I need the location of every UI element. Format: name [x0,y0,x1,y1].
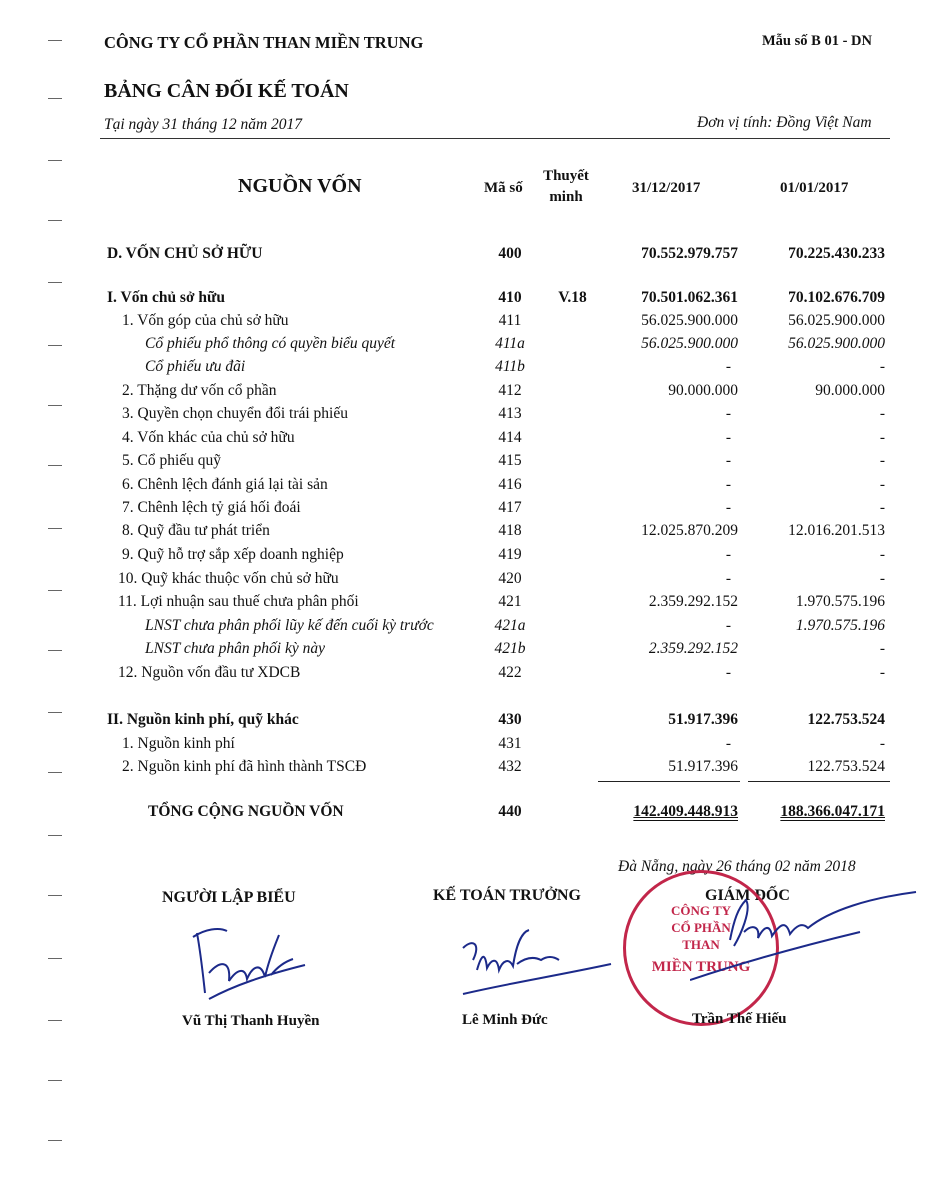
currency-unit: Đơn vị tính: Đồng Việt Nam [697,114,872,131]
row-current: 56.025.900.000 [641,335,738,352]
stamp-line3: THAN [682,937,720,952]
row-prior: - [879,429,885,446]
director-title: GIÁM ĐỐC [705,887,790,904]
table-row [0,429,927,451]
table-row [0,499,927,521]
row-code: 417 [498,499,522,516]
row-code: 421 [498,593,522,610]
table-row [0,735,927,757]
table-row-total [0,803,927,825]
row-prior: - [879,546,885,563]
table-row [0,358,927,380]
subtotal-rule-prior [748,781,890,782]
row-current: 70.552.979.757 [641,245,738,262]
row-current: - [725,617,731,634]
row-prior: 1.970.575.196 [795,617,885,634]
column-note-line2: minh [549,189,583,205]
row-current: - [725,499,731,516]
row-code: 430 [498,711,522,728]
preparer-title: NGƯỜI LẬP BIỂU [162,889,296,906]
column-note-line1: Thuyết [543,168,589,184]
row-label: LNST chưa phân phối lũy kế đến cuối kỳ trước [145,617,434,634]
row-label: Cổ phiếu ưu đãi [145,358,246,375]
row-current: 51.917.396 [668,711,738,728]
row-label: 8. Quỹ đầu tư phát triển [122,522,270,539]
row-code: 422 [498,664,522,681]
row-prior: - [879,499,885,516]
row-code: 432 [498,758,522,775]
stamp-line1: CÔNG TY [670,903,732,918]
row-label: D. VỐN CHỦ SỞ HỮU [107,245,263,262]
row-label: 3. Quyền chọn chuyển đổi trái phiếu [122,405,348,422]
column-prior-period: 01/01/2017 [780,180,849,196]
table-row [0,711,927,733]
row-current: 2.359.292.152 [648,640,738,657]
row-current: - [725,358,731,375]
row-label: 12. Nguồn vốn đầu tư XDCB [118,664,301,681]
row-prior: 12.016.201.513 [788,522,885,539]
row-code: 412 [498,382,522,399]
row-prior: 70.225.430.233 [788,245,885,262]
table-row [0,312,927,334]
row-prior: 56.025.900.000 [788,312,885,329]
row-prior: 1.970.575.196 [795,593,885,610]
row-current: - [725,664,731,681]
row-prior: - [879,405,885,422]
row-code: 413 [498,405,522,422]
row-label: 7. Chênh lệch tỷ giá hối đoái [122,499,301,516]
preparer-name: Vũ Thị Thanh Huyền [182,1013,320,1029]
row-current: 56.025.900.000 [641,312,738,329]
row-prior: - [879,570,885,587]
row-prior: - [879,735,885,752]
table-row [0,289,927,311]
row-label: 10. Quỹ khác thuộc vốn chủ sở hữu [118,570,339,587]
table-row [0,546,927,568]
row-current: - [725,429,731,446]
row-code: 410 [498,289,522,306]
table-row [0,640,927,662]
column-code: Mã số [484,180,523,196]
row-code: 400 [498,245,522,262]
row-label: 9. Quỹ hỗ trợ sắp xếp doanh nghiệp [122,546,344,563]
table-row [0,382,927,404]
row-prior: - [879,476,885,493]
chief-accountant-name: Lê Minh Đức [462,1012,548,1028]
row-code: 414 [498,429,522,446]
table-row [0,617,927,639]
header-divider [100,138,890,139]
row-prior: - [879,664,885,681]
table-row [0,664,927,686]
row-label: 5. Cổ phiếu quỹ [122,452,222,469]
row-current: - [725,735,731,752]
row-code: 418 [498,522,522,539]
table-row [0,522,927,544]
row-current: 12.025.870.209 [641,522,738,539]
stamp-line4: MIỀN TRUNG [651,959,751,975]
row-prior: 70.102.676.709 [788,289,885,306]
row-prior: - [879,640,885,657]
row-label: 6. Chênh lệch đánh giá lại tài sản [122,476,328,493]
company-name: CÔNG TY CỔ PHẦN THAN MIỀN TRUNG [104,33,424,52]
subtotal-rule-current [598,781,740,782]
row-prior: 188.366.047.171 [780,803,885,820]
row-code: 421b [494,640,526,657]
row-current: 70.501.062.361 [641,289,738,306]
row-label: 1. Nguồn kinh phí [122,735,235,752]
row-label: II. Nguồn kinh phí, quỹ khác [107,711,299,728]
table-row [0,570,927,592]
row-code: 415 [498,452,522,469]
row-current: 51.917.396 [668,758,738,775]
row-code: 421a [494,617,526,634]
row-prior: 90.000.000 [815,382,885,399]
table-row [0,452,927,474]
table-row [0,245,927,267]
row-prior: 122.753.524 [807,758,885,775]
row-current: - [725,570,731,587]
row-current: - [725,405,731,422]
table-row [0,405,927,427]
preparer-signature [175,915,315,1005]
row-label: 11. Lợi nhuận sau thuế chưa phân phối [118,593,359,610]
place-date: Đà Nẵng, ngày 26 tháng 02 năm 2018 [618,858,856,875]
row-current: 90.000.000 [668,382,738,399]
row-current: - [725,476,731,493]
row-current: 142.409.448.913 [633,803,738,820]
row-code: 411b [495,358,525,375]
row-label: Cổ phiếu phổ thông có quyền biểu quyết [145,335,396,352]
row-code: 440 [498,803,522,820]
column-source: NGUỒN VỐN [238,175,362,197]
row-code: 411a [495,335,525,352]
chief-accountant-signature [455,920,615,1010]
row-code: 419 [498,546,522,563]
report-title: BẢNG CÂN ĐỐI KẾ TOÁN [104,80,349,102]
row-prior: 122.753.524 [807,711,885,728]
row-prior: - [879,452,885,469]
row-prior: 56.025.900.000 [788,335,885,352]
row-current: 2.359.292.152 [648,593,738,610]
row-label: I. Vốn chủ sở hữu [107,289,225,306]
row-label: 1. Vốn góp của chủ sở hữu [122,312,289,329]
table-row [0,758,927,780]
row-label: 4. Vốn khác của chủ sở hữu [122,429,295,446]
row-note: V.18 [558,289,587,306]
director-name: Trần Thế Hiếu [692,1011,787,1027]
director-signature [690,880,920,990]
row-code: 431 [498,735,522,752]
row-code: 411 [498,312,522,329]
table-row [0,476,927,498]
stamp-line2: CỔ PHẦN [671,920,731,935]
row-label: 2. Thặng dư vốn cổ phần [122,382,277,399]
table-row [0,335,927,357]
column-current-period: 31/12/2017 [632,180,701,196]
row-current: - [725,546,731,563]
table-row [0,593,927,615]
report-date: Tại ngày 31 tháng 12 năm 2017 [104,116,303,133]
row-prior: - [879,358,885,375]
row-code: 420 [498,570,522,587]
row-label: LNST chưa phân phối kỳ này [145,640,325,657]
chief-accountant-title: KẾ TOÁN TRƯỞNG [433,887,581,904]
form-code: Mẫu số B 01 - DN [762,33,872,49]
row-label: 2. Nguồn kinh phí đã hình thành TSCĐ [122,758,367,775]
row-current: - [725,452,731,469]
row-code: 416 [498,476,522,493]
row-label: TỔNG CỘNG NGUỒN VỐN [148,803,344,820]
